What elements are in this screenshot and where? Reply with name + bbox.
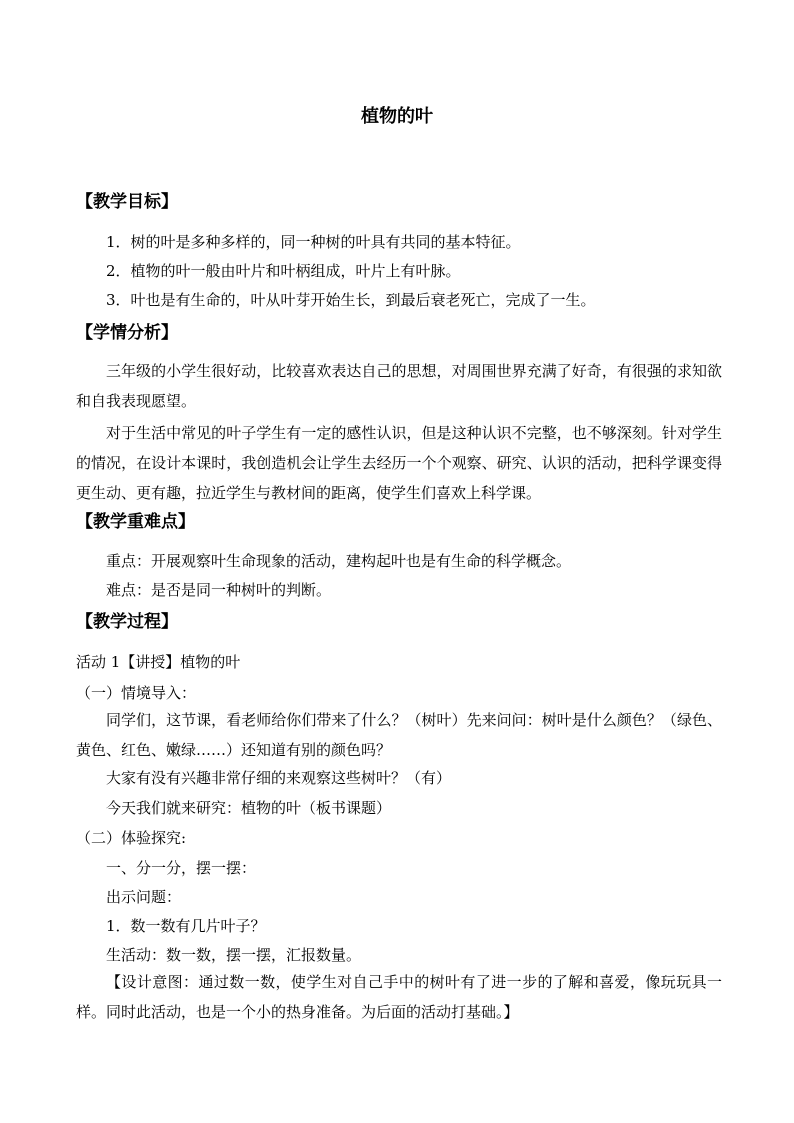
process-part-heading: （二）体验探究: <box>76 829 187 847</box>
goal-item: 1．树的叶是多种多样的，同一种树的叶具有共同的基本特征。 <box>106 233 521 251</box>
intro-paragraph: 同学们，这节课，看老师给你们带来了什么？（树叶）先来问问：树叶是什么颜色？（绿色、黄色、红色、嫩绿……）还知道有别的颜色吗？ <box>76 711 722 759</box>
section-heading-goals: 【教学目标】 <box>76 192 178 212</box>
explore-line: 1．数一数有几片叶子？ <box>106 917 266 935</box>
intro-line: 今天我们就来研究：植物的叶（板书课题） <box>106 799 392 817</box>
goal-item: 3．叶也是有生命的，叶从叶芽开始生长，到最后衰老死亡，完成了一生。 <box>106 291 596 309</box>
key-point-item: 难点：是否是同一种树叶的判断。 <box>106 581 332 599</box>
section-heading-key-points: 【教学重难点】 <box>76 512 195 532</box>
design-intent-paragraph: 【设计意图：通过数一数，使学生对自己手中的树叶有了进一步的了解和喜爱，像玩玩具一样。同时此活动，也是一个小的热身准备。为后面的活动打基础。】 <box>76 973 722 1021</box>
section-heading-process: 【教学过程】 <box>76 612 178 632</box>
activity-title: 活动 1【讲授】植物的叶 <box>76 653 241 671</box>
process-part-heading: （一）情境导入： <box>76 684 197 702</box>
document-title: 植物的叶 <box>361 106 433 127</box>
analysis-paragraph: 对于生活中常见的叶子学生有一定的感性认识，但是这种认识不完整，也不够深刻。针对学生的情况，在设计本课时，我创造机会让学生去经历一个个观察、研究、认识的活动，把科学课变得更生动、更有趣，拉近学生与教材间的距离，使学生们喜欢上科学课。 <box>76 424 722 502</box>
explore-line: 生活动：数一数，摆一摆，汇报数量。 <box>106 946 362 964</box>
goal-item: 2．植物的叶一般由叶片和叶柄组成，叶片上有叶脉。 <box>106 262 461 280</box>
section-heading-analysis: 【学情分析】 <box>76 323 178 343</box>
intro-line: 大家有没有兴趣非常仔细的来观察这些树叶？（有） <box>106 769 452 787</box>
explore-line: 出示问题： <box>106 888 182 906</box>
analysis-paragraph: 三年级的小学生很好动，比较喜欢表达自己的思想，对周围世界充满了好奇，有很强的求知欲和自我表现愿望。 <box>76 362 722 410</box>
explore-line: 一、分一分，摆一摆： <box>106 859 257 877</box>
key-point-item: 重点：开展观察叶生命现象的活动，建构起叶也是有生命的科学概念。 <box>106 552 572 570</box>
